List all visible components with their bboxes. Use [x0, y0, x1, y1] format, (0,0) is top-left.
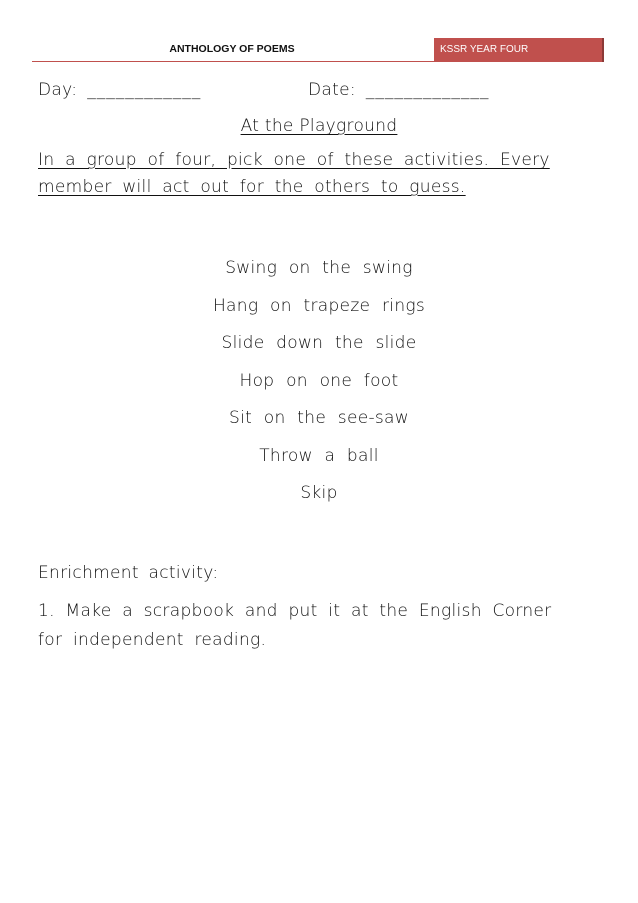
activity-item: Hop on one foot	[239, 370, 399, 391]
date-label: Date:	[308, 80, 356, 100]
activity-item: Slide down the slide	[221, 333, 417, 353]
activity-item: Hang on trapeze rings	[212, 295, 426, 316]
date-field	[308, 80, 489, 100]
enrichment-heading: Enrichment activity:	[38, 563, 219, 583]
header-rule	[32, 61, 434, 62]
day-label: Day:	[38, 80, 78, 100]
activity-item: Skip	[300, 483, 338, 503]
activity-item: Sit on the see-saw	[229, 408, 409, 428]
enrichment-item: 1. Make a scrapbook and put it at the English Corner for independent reading.	[38, 601, 552, 650]
poem-title: At the Playground	[240, 116, 398, 136]
instructions: In a group of four, pick one of these activities. Every member will act out for the others to guess.	[38, 150, 550, 197]
activity-item: Throw a ball	[259, 445, 379, 466]
activity-item: Swing on the swing	[225, 258, 413, 278]
date-blank: _____________	[365, 80, 490, 100]
activity-list	[0, 255, 638, 518]
day-field	[38, 80, 201, 100]
header-badge: KSSR YEAR FOUR	[434, 38, 604, 62]
page-header	[32, 38, 606, 62]
header-title: ANTHOLOGY OF POEMS	[169, 43, 295, 55]
day-blank: ____________	[87, 80, 202, 100]
